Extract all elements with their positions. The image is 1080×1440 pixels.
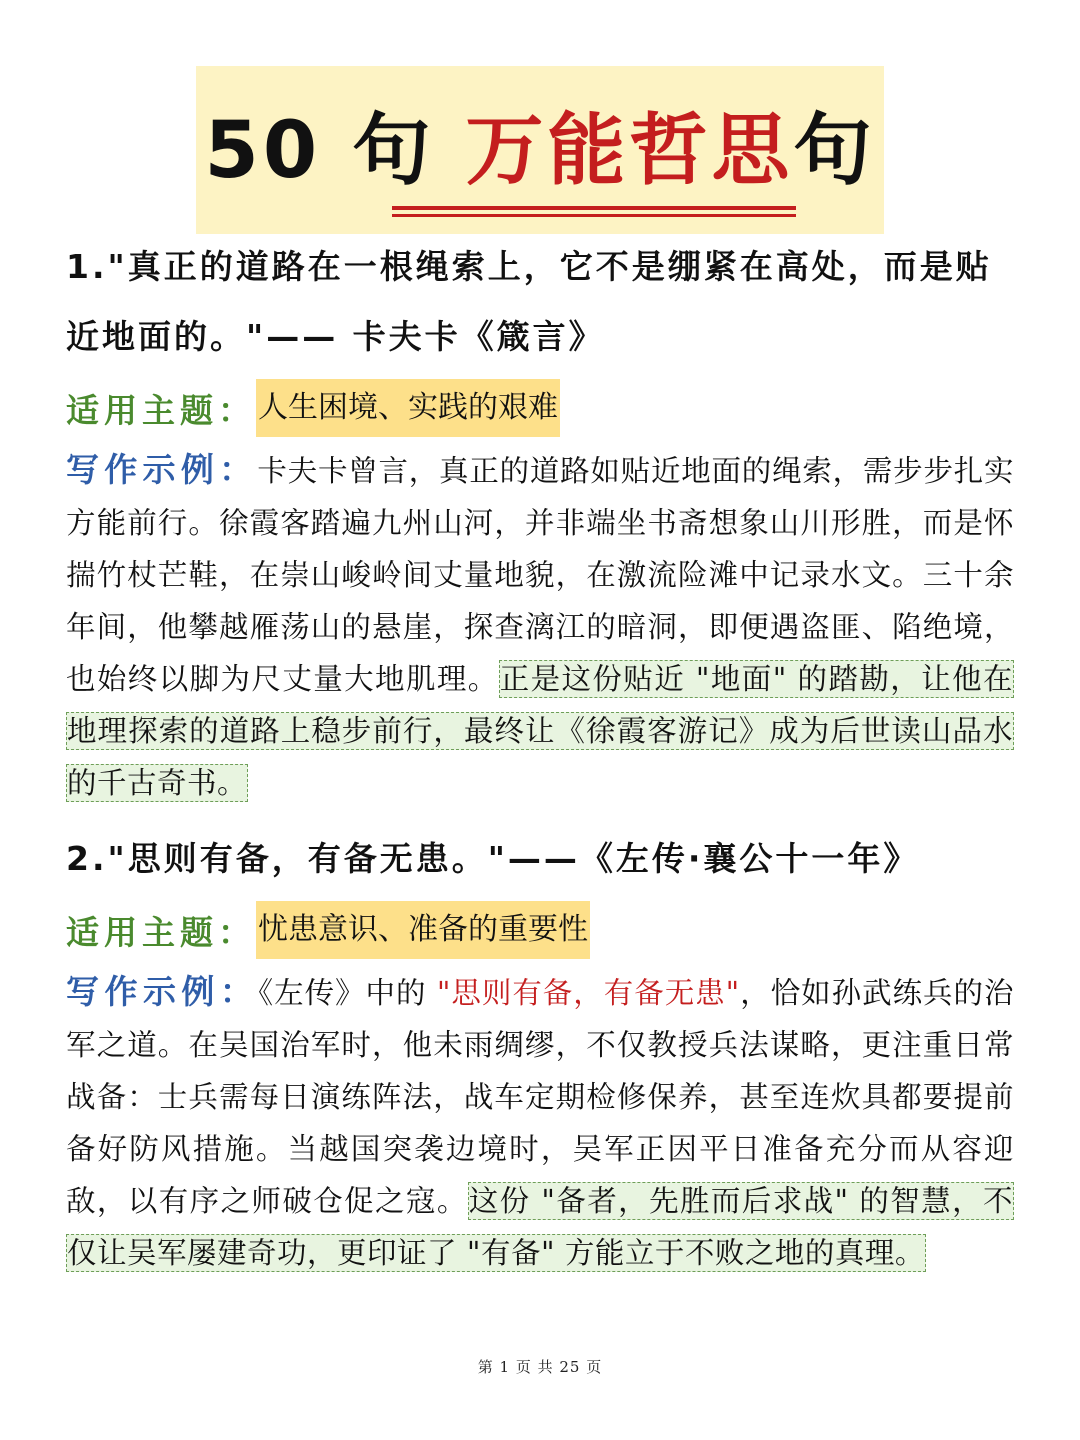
title-underline-bottom xyxy=(392,214,796,217)
entry-2-example-pre: 《左传》中的 xyxy=(258,976,437,1010)
entry-2-theme-row xyxy=(66,900,1014,960)
entry-2 xyxy=(66,824,1014,1279)
entry-1-example-label: 写作示例： xyxy=(66,450,258,489)
entry-1-quote: 1."真正的道路在一根绳索上，它不是绷紧在高处，而是贴近地面的。"—— 卡夫卡《箴言》 xyxy=(66,247,992,356)
entry-1-theme-label: 适用主题： xyxy=(66,390,256,430)
title-highlight: 万能哲思 xyxy=(465,106,794,196)
entry-2-theme: 忧患意识、准备的重要性 xyxy=(256,901,590,959)
page-title xyxy=(196,106,884,196)
title-suffix: 句 xyxy=(793,106,876,196)
entry-2-example xyxy=(66,966,1014,1279)
entry-1-theme-row xyxy=(66,378,1014,438)
entry-1-example-highlight: 正是这份贴近 "地面" 的踏勘，让他在地理探索的道路上稳步前行，最终让《徐霞客游记》成为后世读山品水的千古奇书。 xyxy=(67,662,1013,800)
entry-2-example-text: ，恰如孙武练兵的治军之道。在吴国治军时，他未雨绸缪，不仅教授兵法谋略，更注重日常战备：士兵需每日演练阵法，战车定期检修保养，甚至连炊具都要提前备好防风措施。当越国突袭边境时，吴军正因平日准备充分而从容迎敌，以有序之师破仓促之寇。 xyxy=(66,976,1014,1218)
title-underline-top xyxy=(392,206,796,210)
title-banner xyxy=(196,66,884,234)
page-footer: 第 1 页 共 25 页 xyxy=(477,1358,603,1376)
entry-1-example-text: 卡夫卡曾言，真正的道路如贴近地面的绳索，需步步扎实方能前行。徐霞客踏遍九州山河，并非端坐书斋想象山川形胜，而是怀揣竹杖芒鞋，在崇山峻岭间丈量地貌，在激流险滩中记录水文。三十余年间，他攀越雁荡山的悬崖，探查漓江的暗洞，即便遇盗匪、陷绝境，也始终以脚为尺丈量大地肌理。 xyxy=(66,454,1014,696)
entry-2-theme-label: 适用主题： xyxy=(66,912,256,952)
entry-2-quote: 2."思则有备，有备无患。"——《左传·襄公十一年》 xyxy=(66,839,920,878)
entry-2-example-red: "思则有备，有备无患" xyxy=(436,976,740,1010)
entry-1-theme: 人生困境、实践的艰难 xyxy=(256,379,560,437)
entry-1-example xyxy=(66,444,1014,809)
entry-2-example-label: 写作示例： xyxy=(66,972,259,1011)
entry-1 xyxy=(66,232,1014,809)
title-prefix: 50 句 xyxy=(204,106,435,196)
entry-2-example-highlight: 这份 "备者，先胜而后求战" 的智慧，不仅让吴军屡建奇功，更印证了 "有备" 方能立于不败之地的真理。 xyxy=(67,1184,1013,1270)
